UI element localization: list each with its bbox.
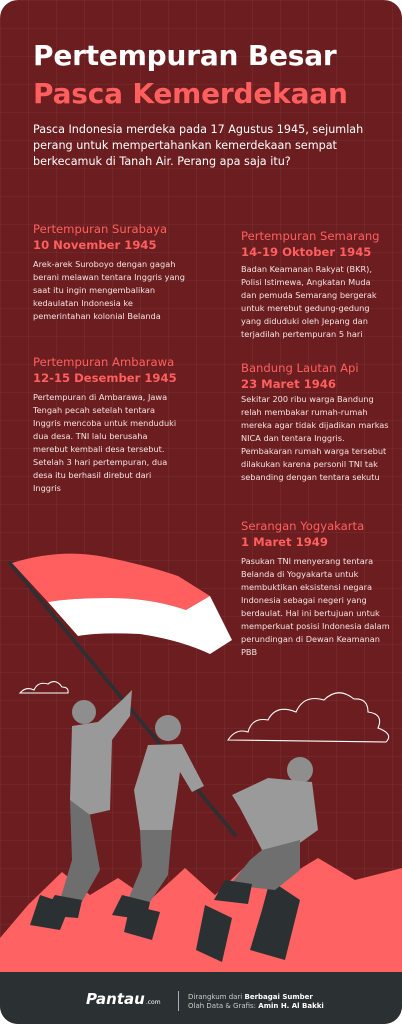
event-name: Pertempuran Ambarawa (33, 355, 175, 369)
cloud-left (20, 682, 68, 693)
cloud-right (228, 693, 389, 742)
event-bandung-description: Sekitar 200 ribu warga Bandung relah membakar rumah-rumah mereka agar tidak dijadikan markas NICA dan tentara Inggris. Pembakaran rumah warga tersebut dilakukan karena personil TNI tak sebanding dengan tentara sekutu (241, 394, 389, 482)
pantau-logo[interactable] (86, 990, 161, 1012)
credit-value: Amin H. Al Bakki (258, 1002, 324, 1010)
logo-suffix: .com (145, 999, 161, 1006)
event-name: Pertempuran Surabaya (33, 222, 168, 236)
event-date: 10 November 1945 (33, 238, 157, 252)
event-semarang-description: Badan Keamanan Rakyat (BKR), Polisi Istimewa, Angkatan Muda dan pemuda Semarang bergerak untuk merebut gedung-gedung yang diduduki oleh Jepang dan terjadilah pertempuran 5 hari (241, 264, 377, 339)
event-ambarawa-description: Pertempuran di Ambarawa, Jawa Tengah pecah setelah tentara Inggris mencoba untuk menduduki dua desa. TNI lalu berusaha merebut kembali desa tersebut. Setelah 3 hari pertempuran, dua desa itu berhasil direbut dari Inggris (33, 392, 177, 493)
event-date: 23 Maret 1946 (241, 377, 336, 391)
logo-text: Pantau (86, 990, 145, 1008)
event-date: 12-15 Desember 1945 (33, 371, 177, 385)
event-yogyakarta-description: Pasukan TNI menyerang tentara Belanda di Yogyakarta untuk membuktikan eksistensi negara Indonesia sebagai negeri yang berdaulat. Hal ini bertujuan untuk memperkuat posisi Indonesia dalam perundingan di Dewan Keamanan PBB (241, 556, 390, 657)
event-date: 1 Maret 1949 (241, 535, 328, 549)
event-name: Pertempuran Semarang (241, 229, 380, 243)
source-value: Berbagai Sumber (244, 993, 313, 1001)
event-name: Serangan Yogyakarta (241, 519, 365, 533)
footer-credits (188, 993, 324, 1011)
title-line-2: Pasca Kemerdekaan (33, 77, 348, 110)
event-name: Bandung Lautan Api (241, 361, 359, 375)
mountains (0, 858, 402, 980)
source-prefix: Dirangkum dari (188, 993, 243, 1001)
footer-divider (178, 991, 179, 1011)
event-date: 14-19 Oktober 1945 (241, 245, 372, 259)
title-line-1: Pertempuran Besar (33, 39, 337, 72)
credit-prefix: Olah Data & Grafis: (188, 1002, 257, 1010)
event-surabaya-description: Arek-arek Suroboyo dengan gagah berani melawan tentara Inggris yang saat itu ingin mengembalikan kedaulatan Indonesia ke pemerintahan kolonial Belanda (33, 259, 185, 321)
intro-text: Pasca Indonesia merdeka pada 17 Agustus 1945, sejumlah perang untuk mempertahankan kemerdekaan sempat berkecamuk di Tanah Air. Perang apa saja itu? (33, 123, 364, 168)
